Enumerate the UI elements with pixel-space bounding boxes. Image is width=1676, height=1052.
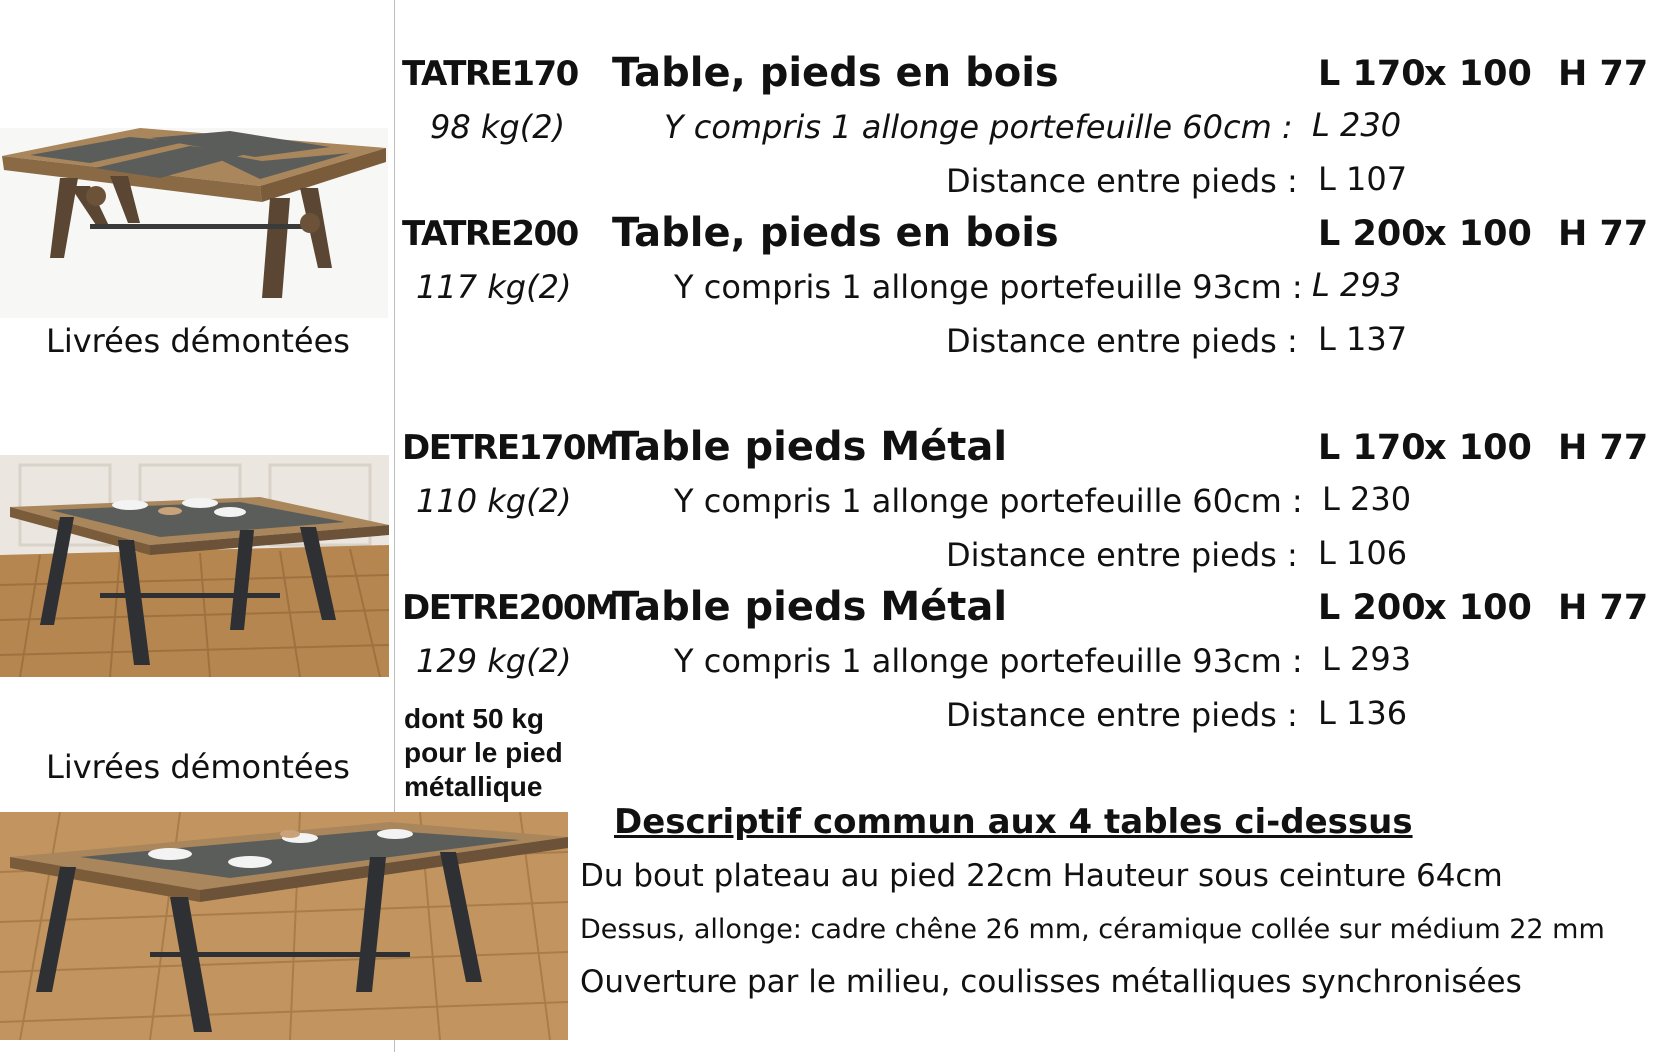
- distance-label: Distance entre pieds :: [946, 322, 1298, 360]
- common-description-title: Descriptif commun aux 4 tables ci-dessus: [614, 802, 1413, 842]
- product-length: L 170: [1318, 428, 1426, 468]
- note-line: pour le pied: [404, 737, 563, 768]
- extension-value: L 293: [1312, 266, 1402, 304]
- note-line: dont 50 kg: [404, 703, 545, 734]
- distance-value: L 137: [1318, 320, 1408, 358]
- product-length: L 200: [1318, 214, 1426, 254]
- extension-label: Y compris 1 allonge portefeuille 60cm :: [674, 482, 1303, 520]
- product-width: x 100: [1424, 214, 1532, 254]
- product-code: TATRE200: [402, 214, 578, 254]
- product-title: Table pieds Métal: [612, 424, 1008, 470]
- caption-metal-delivery: Livrées démontées: [46, 748, 350, 786]
- note-line: métallique: [404, 771, 543, 802]
- product-weight: 129 kg(2): [416, 642, 572, 680]
- common-description-line: Ouverture par le milieu, coulisses métalliques synchronisées: [580, 964, 1522, 1000]
- product-weight: 117 kg(2): [416, 268, 572, 306]
- extension-value: L 230: [1322, 480, 1412, 518]
- product-title: Table, pieds en bois: [612, 50, 1059, 96]
- table-metal-legs-wide-photo: [0, 812, 568, 1040]
- table-wood-legs-photo: [0, 128, 388, 318]
- distance-value: L 136: [1318, 694, 1408, 732]
- product-title: Table, pieds en bois: [612, 210, 1059, 256]
- product-code: TATRE170: [402, 54, 578, 94]
- caption-wood-delivery: Livrées démontées: [46, 322, 350, 360]
- product-weight: 98 kg(2): [430, 108, 566, 146]
- product-width: x 100: [1424, 54, 1532, 94]
- extension-value: L 230: [1312, 106, 1402, 144]
- metal-foot-weight-note: [404, 702, 563, 804]
- distance-label: Distance entre pieds :: [946, 162, 1298, 200]
- product-height: H 77: [1558, 588, 1649, 628]
- product-height: H 77: [1558, 214, 1649, 254]
- product-code: DETRE200M: [402, 588, 618, 628]
- product-width: x 100: [1424, 588, 1532, 628]
- distance-value: L 106: [1318, 534, 1408, 572]
- extension-label: Y compris 1 allonge portefeuille 93cm :: [674, 642, 1303, 680]
- distance-label: Distance entre pieds :: [946, 536, 1298, 574]
- extension-label: Y compris 1 allonge portefeuille 93cm :: [674, 268, 1303, 306]
- product-height: H 77: [1558, 54, 1649, 94]
- extension-label: Y compris 1 allonge portefeuille 60cm :: [664, 108, 1293, 146]
- distance-value: L 107: [1318, 160, 1408, 198]
- product-height: H 77: [1558, 428, 1649, 468]
- table-metal-legs-room-photo: [0, 455, 389, 677]
- product-length: L 200: [1318, 588, 1426, 628]
- extension-value: L 293: [1322, 640, 1412, 678]
- product-width: x 100: [1424, 428, 1532, 468]
- common-description-line: Du bout plateau au pied 22cm Hauteur sous ceinture 64cm: [580, 858, 1503, 894]
- common-description-line: Dessus, allonge: cadre chêne 26 mm, céramique collée sur médium 22 mm: [580, 914, 1605, 945]
- product-length: L 170: [1318, 54, 1426, 94]
- product-title: Table pieds Métal: [612, 584, 1008, 630]
- product-weight: 110 kg(2): [416, 482, 572, 520]
- distance-label: Distance entre pieds :: [946, 696, 1298, 734]
- product-code: DETRE170M: [402, 428, 618, 468]
